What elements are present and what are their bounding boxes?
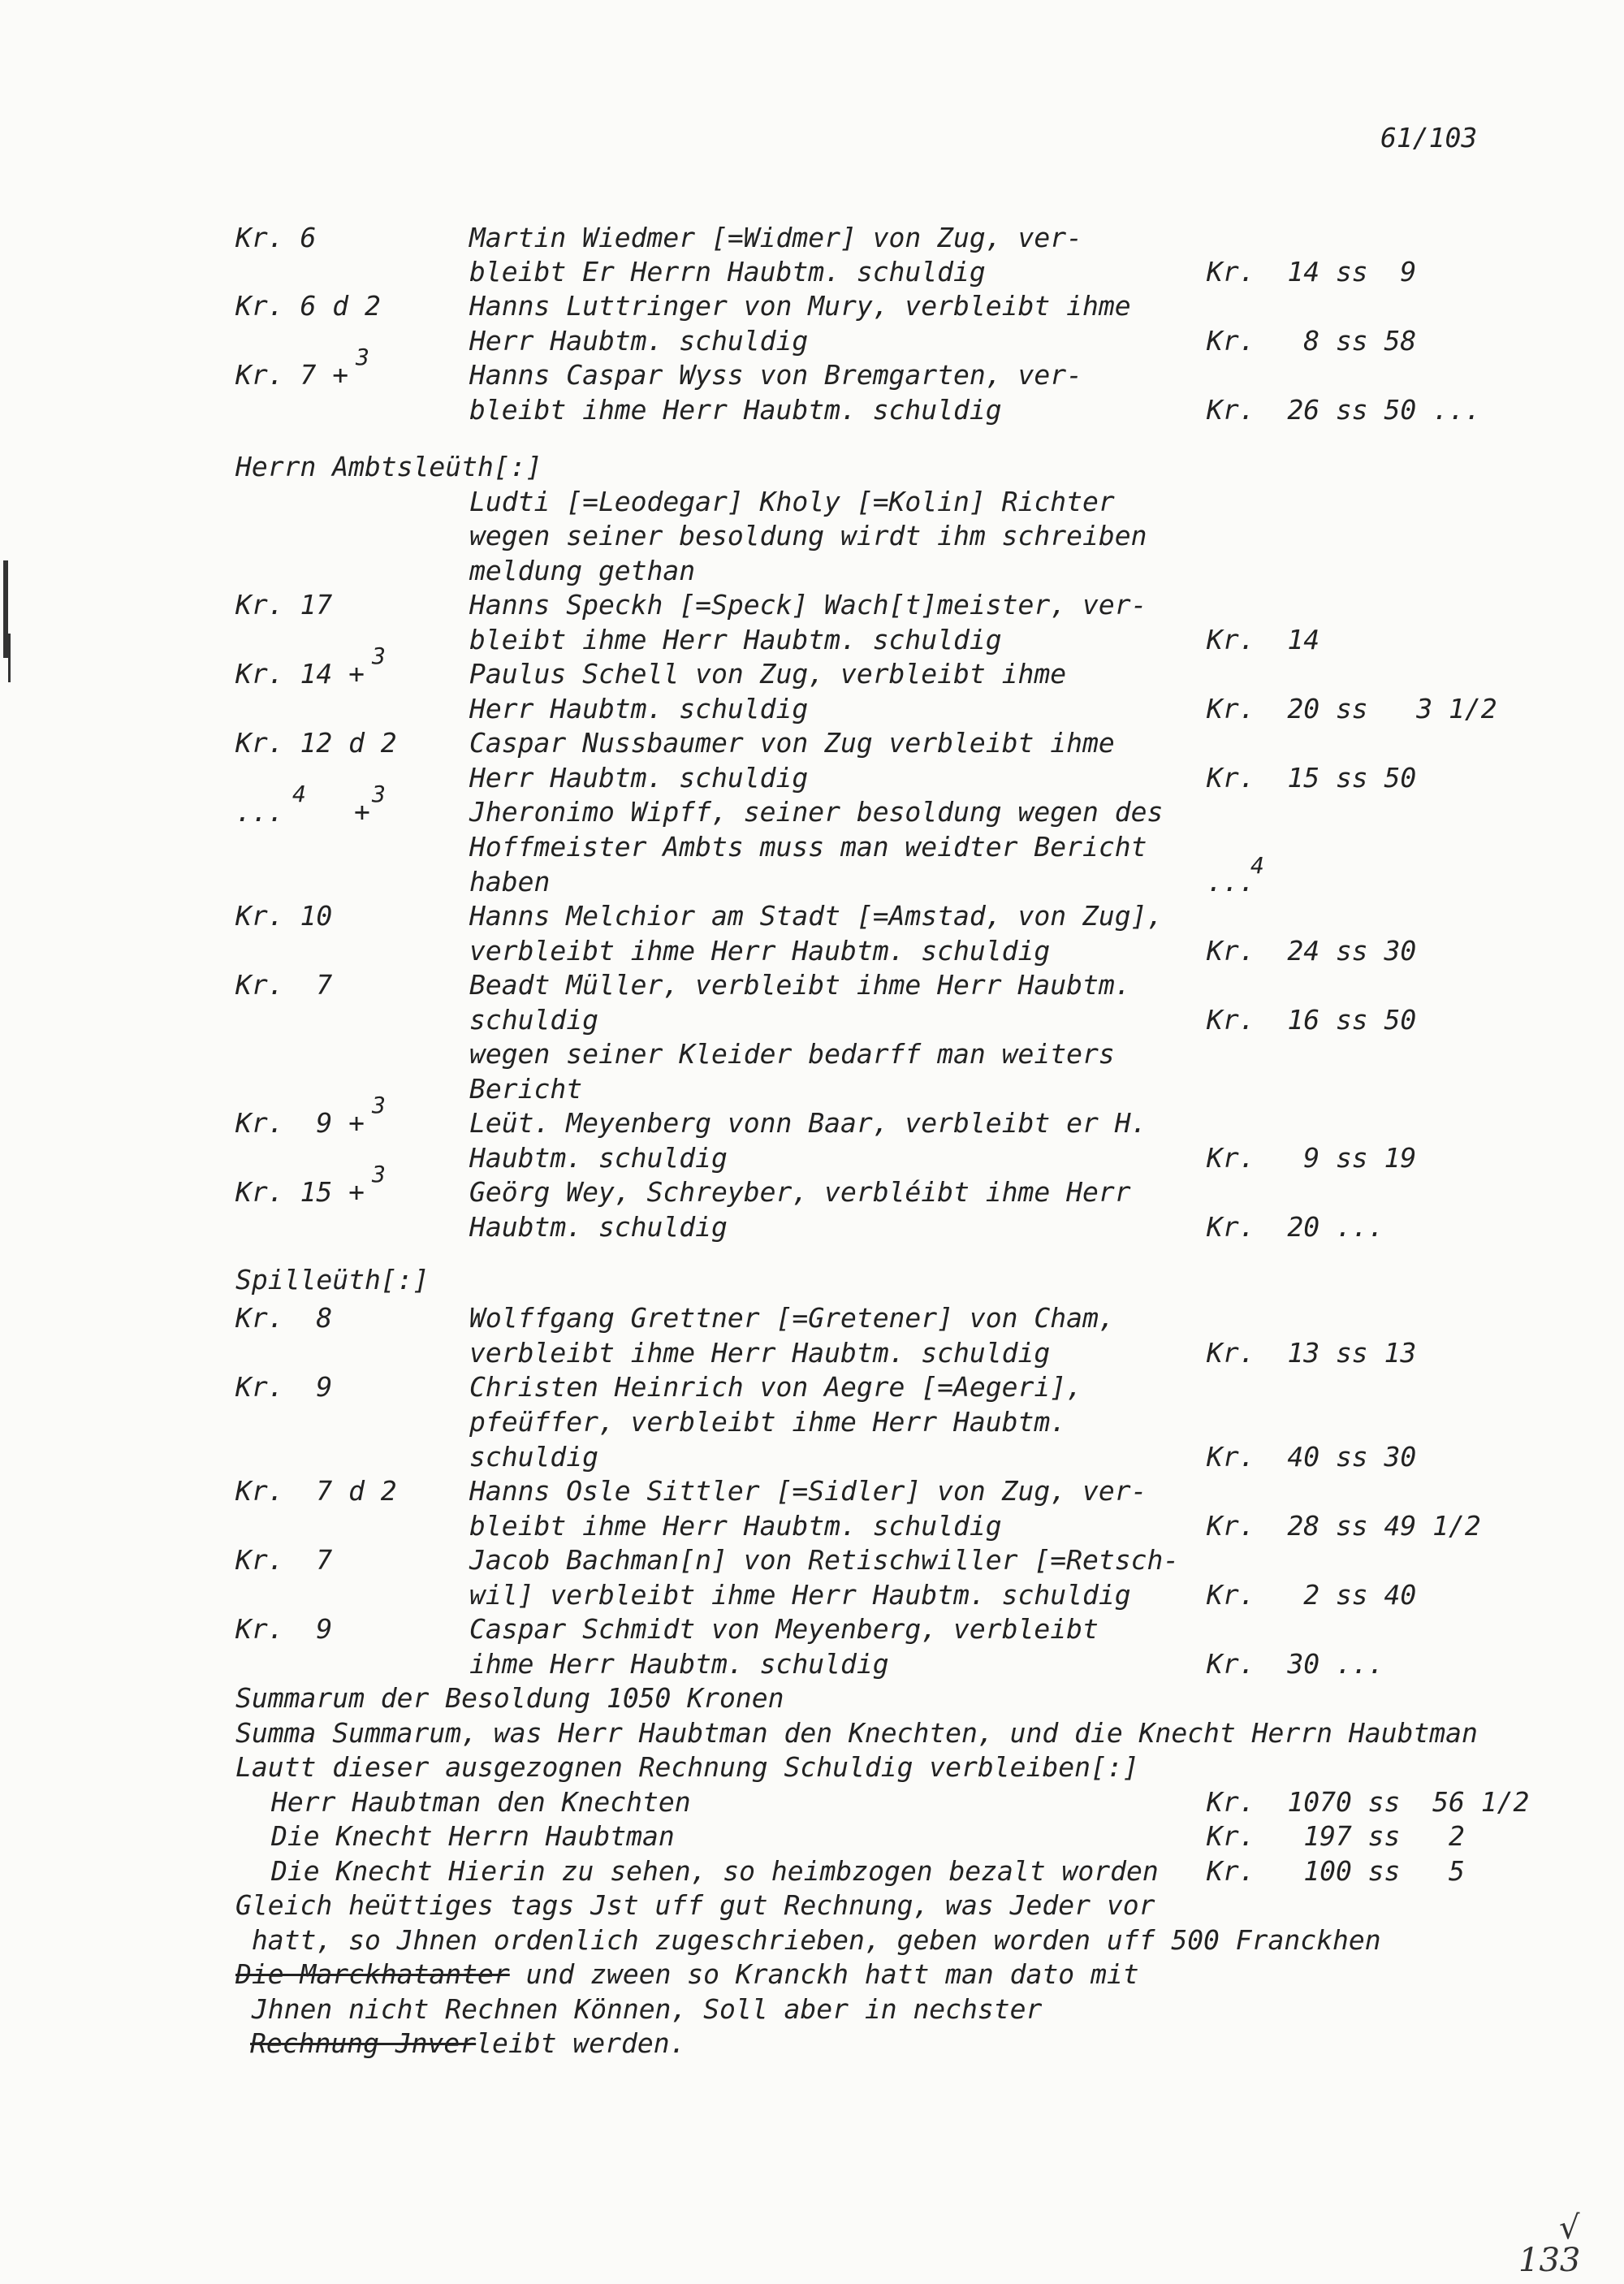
entry-amount: Kr. 8 ss 58 bbox=[1207, 325, 1417, 357]
entry-left: Kr. 14 + bbox=[235, 658, 365, 690]
entry-left: ... bbox=[235, 796, 284, 828]
entry-text: Haubtm. schuldig bbox=[469, 1142, 728, 1174]
entry-text: haben bbox=[469, 866, 551, 898]
entry-text: schuldig bbox=[469, 1441, 598, 1473]
entry-amount: Kr. 14 bbox=[1207, 624, 1320, 655]
entry-amount: Kr. 40 ss 30 bbox=[1207, 1441, 1417, 1473]
entry-left: Kr. 7 + bbox=[235, 359, 349, 391]
handwritten-number: 133 bbox=[1518, 2242, 1581, 2279]
entry-amount: Kr. 9 ss 19 bbox=[1207, 1142, 1417, 1174]
entry-left: Kr. 9 bbox=[235, 1371, 333, 1403]
entry-text: verbleibt ihme Herr Haubtm. schuldig bbox=[469, 1337, 1051, 1369]
entry-text: wegen seiner Kleider bedarff man weiters bbox=[469, 1038, 1115, 1070]
entry-left: Kr. 9 + bbox=[235, 1107, 365, 1139]
entry-text: bleibt ihme Herr Haubtm. schuldig bbox=[469, 394, 1002, 426]
summary-row-amount: Kr. 197 ss 2 bbox=[1207, 1820, 1465, 1852]
page-number: 61/103 bbox=[1380, 122, 1478, 154]
entry-text: Hanns Caspar Wyss von Bremgarten, ver- bbox=[469, 359, 1082, 391]
entry-text: Caspar Nussbaumer von Zug verbleibt ihme bbox=[469, 727, 1115, 759]
entry-left: Kr. 15 + bbox=[235, 1176, 365, 1208]
entry-text: bleibt ihme Herr Haubtm. schuldig bbox=[469, 1510, 1002, 1542]
superscript: 3 bbox=[372, 781, 386, 807]
entry-left: Kr. 6 bbox=[235, 222, 317, 253]
entry-text: verbleibt ihme Herr Haubtm. schuldig bbox=[469, 935, 1051, 967]
entry-text: Hoffmeister Ambts muss man weidter Bericht bbox=[469, 831, 1147, 863]
superscript: 3 bbox=[356, 344, 369, 370]
entry-text: Herr Haubtm. schuldig bbox=[469, 325, 809, 357]
summary-summa-line-2: Lautt dieser ausgezognen Rechnung Schuldig verbleiben[:] bbox=[235, 1751, 1139, 1783]
summary-row-label: Die Knecht Hierin zu sehen, so heimbzogen bezalt worden bbox=[271, 1855, 1159, 1887]
entry-amount: Kr. 16 ss 50 bbox=[1207, 1004, 1417, 1036]
entry-text: Christen Heinrich von Aegre [=Aegeri], bbox=[469, 1371, 1082, 1403]
struck-text: Rechnung Jnver bbox=[250, 2027, 477, 2059]
entry-left: Kr. 7 bbox=[235, 969, 333, 1001]
entry-amount: Kr. 30 ... bbox=[1207, 1648, 1384, 1680]
entry-text: bleibt Er Herrn Haubtm. schuldig bbox=[469, 256, 986, 288]
superscript: 4 bbox=[292, 781, 306, 807]
entry-amount: Kr. 20 ss 3 1/2 bbox=[1207, 693, 1497, 725]
summary-summa-line-1: Summa Summarum, was Herr Haubtman den Knechten, und die Knecht Herrn Haubtman bbox=[235, 1717, 1478, 1749]
entry-text: bleibt ihme Herr Haubtm. schuldig bbox=[469, 624, 1002, 655]
entry-text: Haubtm. schuldig bbox=[469, 1211, 728, 1243]
section-heading-ambtsleuth: Herrn Ambtsleüth[:] bbox=[235, 451, 542, 482]
entry-text: Wolffgang Grettner [=Gretener] von Cham, bbox=[469, 1302, 1115, 1334]
entry-text: Hanns Osle Sittler [=Sidler] von Zug, ver- bbox=[469, 1475, 1147, 1507]
entry-text: Martin Wiedmer [=Widmer] von Zug, ver- bbox=[469, 222, 1082, 253]
superscript: 3 bbox=[372, 642, 386, 669]
superscript: 4 bbox=[1250, 852, 1264, 879]
entry-text: Ludti [=Leodegar] Kholy [=Kolin] Richter bbox=[469, 486, 1115, 517]
summary-rechnen-line: Jhnen nicht Rechnen Können, Soll aber in nechster bbox=[235, 1993, 1043, 2025]
entry-text: Hanns Speckh [=Speck] Wach[t]meister, ver- bbox=[469, 589, 1147, 621]
summary-rechnung-line bbox=[250, 2027, 685, 2060]
entry-text: wegen seiner besoldung wirdt ihm schreiben bbox=[469, 520, 1147, 552]
entry-text: Leüt. Meyenberg vonn Baar, verbleibt er H. bbox=[469, 1107, 1147, 1139]
entry-text: Herr Haubtm. schuldig bbox=[469, 762, 809, 794]
section-heading-spilleuth: Spilleüth[:] bbox=[235, 1264, 430, 1296]
entry-left: Kr. 17 bbox=[235, 589, 333, 621]
entry-text: Beadt Müller, verbleibt ihme Herr Haubtm. bbox=[469, 969, 1131, 1001]
entry-text: pfeüffer, verbleibt ihme Herr Haubtm. bbox=[469, 1406, 1067, 1438]
summary-row-label: Die Knecht Herrn Haubtman bbox=[271, 1820, 675, 1852]
superscript: 3 bbox=[372, 1161, 386, 1187]
entry-left: Kr. 8 bbox=[235, 1302, 333, 1334]
summary-gleich-line-2: hatt, so Jhnen ordenlich zugeschrieben, geben worden uff 500 Franckhen bbox=[235, 1924, 1381, 1956]
margin-bracket-mark bbox=[8, 634, 11, 682]
entry-amount: Kr. 26 ss 50 ... bbox=[1207, 394, 1481, 426]
entry-text: Jheronimo Wipff, seiner besoldung wegen des bbox=[469, 796, 1164, 828]
entry-left: Kr. 7 bbox=[235, 1544, 333, 1576]
superscript: 3 bbox=[372, 1092, 386, 1118]
entry-text: Jacob Bachman[n] von Retischwiller [=Retsch- bbox=[469, 1544, 1180, 1576]
entry-text: Hanns Melchior am Stadt [=Amstad, von Zug], bbox=[469, 900, 1164, 932]
entry-amount: Kr. 24 ss 30 bbox=[1207, 935, 1417, 967]
summary-text: und zween so Kranckh hatt man dato mit bbox=[509, 1958, 1139, 1990]
entry-text: Geörg Wey, Schreyber, verbléibt ihme Herr bbox=[469, 1176, 1131, 1208]
entry-left: Kr. 9 bbox=[235, 1613, 333, 1645]
summary-text: leibt werden. bbox=[476, 2027, 686, 2059]
entry-amount: Kr. 20 ... bbox=[1207, 1211, 1384, 1243]
summary-row-amount: Kr. 100 ss 5 bbox=[1207, 1855, 1465, 1887]
entry-amount: ... bbox=[1207, 866, 1255, 898]
summary-gleich-line-1: Gleich heüttiges tags Jst uff gut Rechnung, was Jeder vor bbox=[235, 1889, 1155, 1921]
entry-text: wil] verbleibt ihme Herr Haubtm. schuldig bbox=[469, 1579, 1131, 1611]
entry-text: Bericht bbox=[469, 1073, 583, 1105]
summary-row-amount: Kr. 1070 ss 56 1/2 bbox=[1207, 1786, 1530, 1818]
checkmark-note: √ bbox=[1559, 2209, 1580, 2247]
entry-amount: Kr. 14 ss 9 bbox=[1207, 256, 1417, 288]
summary-row-label: Herr Haubtman den Knechten bbox=[271, 1786, 691, 1818]
entry-left: Kr. 6 d 2 bbox=[235, 290, 381, 322]
entry-text: Herr Haubtm. schuldig bbox=[469, 693, 809, 725]
entry-amount: Kr. 15 ss 50 bbox=[1207, 762, 1417, 794]
entry-text: meldung gethan bbox=[469, 555, 696, 586]
entry-left-plus: + bbox=[354, 796, 370, 828]
entry-text: Paulus Schell von Zug, verbleibt ihme bbox=[469, 658, 1067, 690]
entry-text: Hanns Luttringer von Mury, verbleibt ihme bbox=[469, 290, 1131, 322]
entry-amount: Kr. 28 ss 49 1/2 bbox=[1207, 1510, 1481, 1542]
entry-left: Kr. 7 d 2 bbox=[235, 1475, 397, 1507]
entry-text: schuldig bbox=[469, 1004, 598, 1036]
summary-summarum: Summarum der Besoldung 1050 Kronen bbox=[235, 1682, 784, 1714]
entry-left: Kr. 12 d 2 bbox=[235, 727, 397, 759]
struck-text: Die Marckhatanter bbox=[235, 1958, 510, 1990]
entry-amount: Kr. 13 ss 13 bbox=[1207, 1337, 1417, 1369]
entry-left: Kr. 10 bbox=[235, 900, 333, 932]
entry-text: ihme Herr Haubtm. schuldig bbox=[469, 1648, 889, 1680]
entry-text: Caspar Schmidt von Meyenberg, verbleibt bbox=[469, 1613, 1099, 1645]
summary-marck-line bbox=[235, 1958, 1139, 1991]
entry-amount: Kr. 2 ss 40 bbox=[1207, 1579, 1417, 1611]
